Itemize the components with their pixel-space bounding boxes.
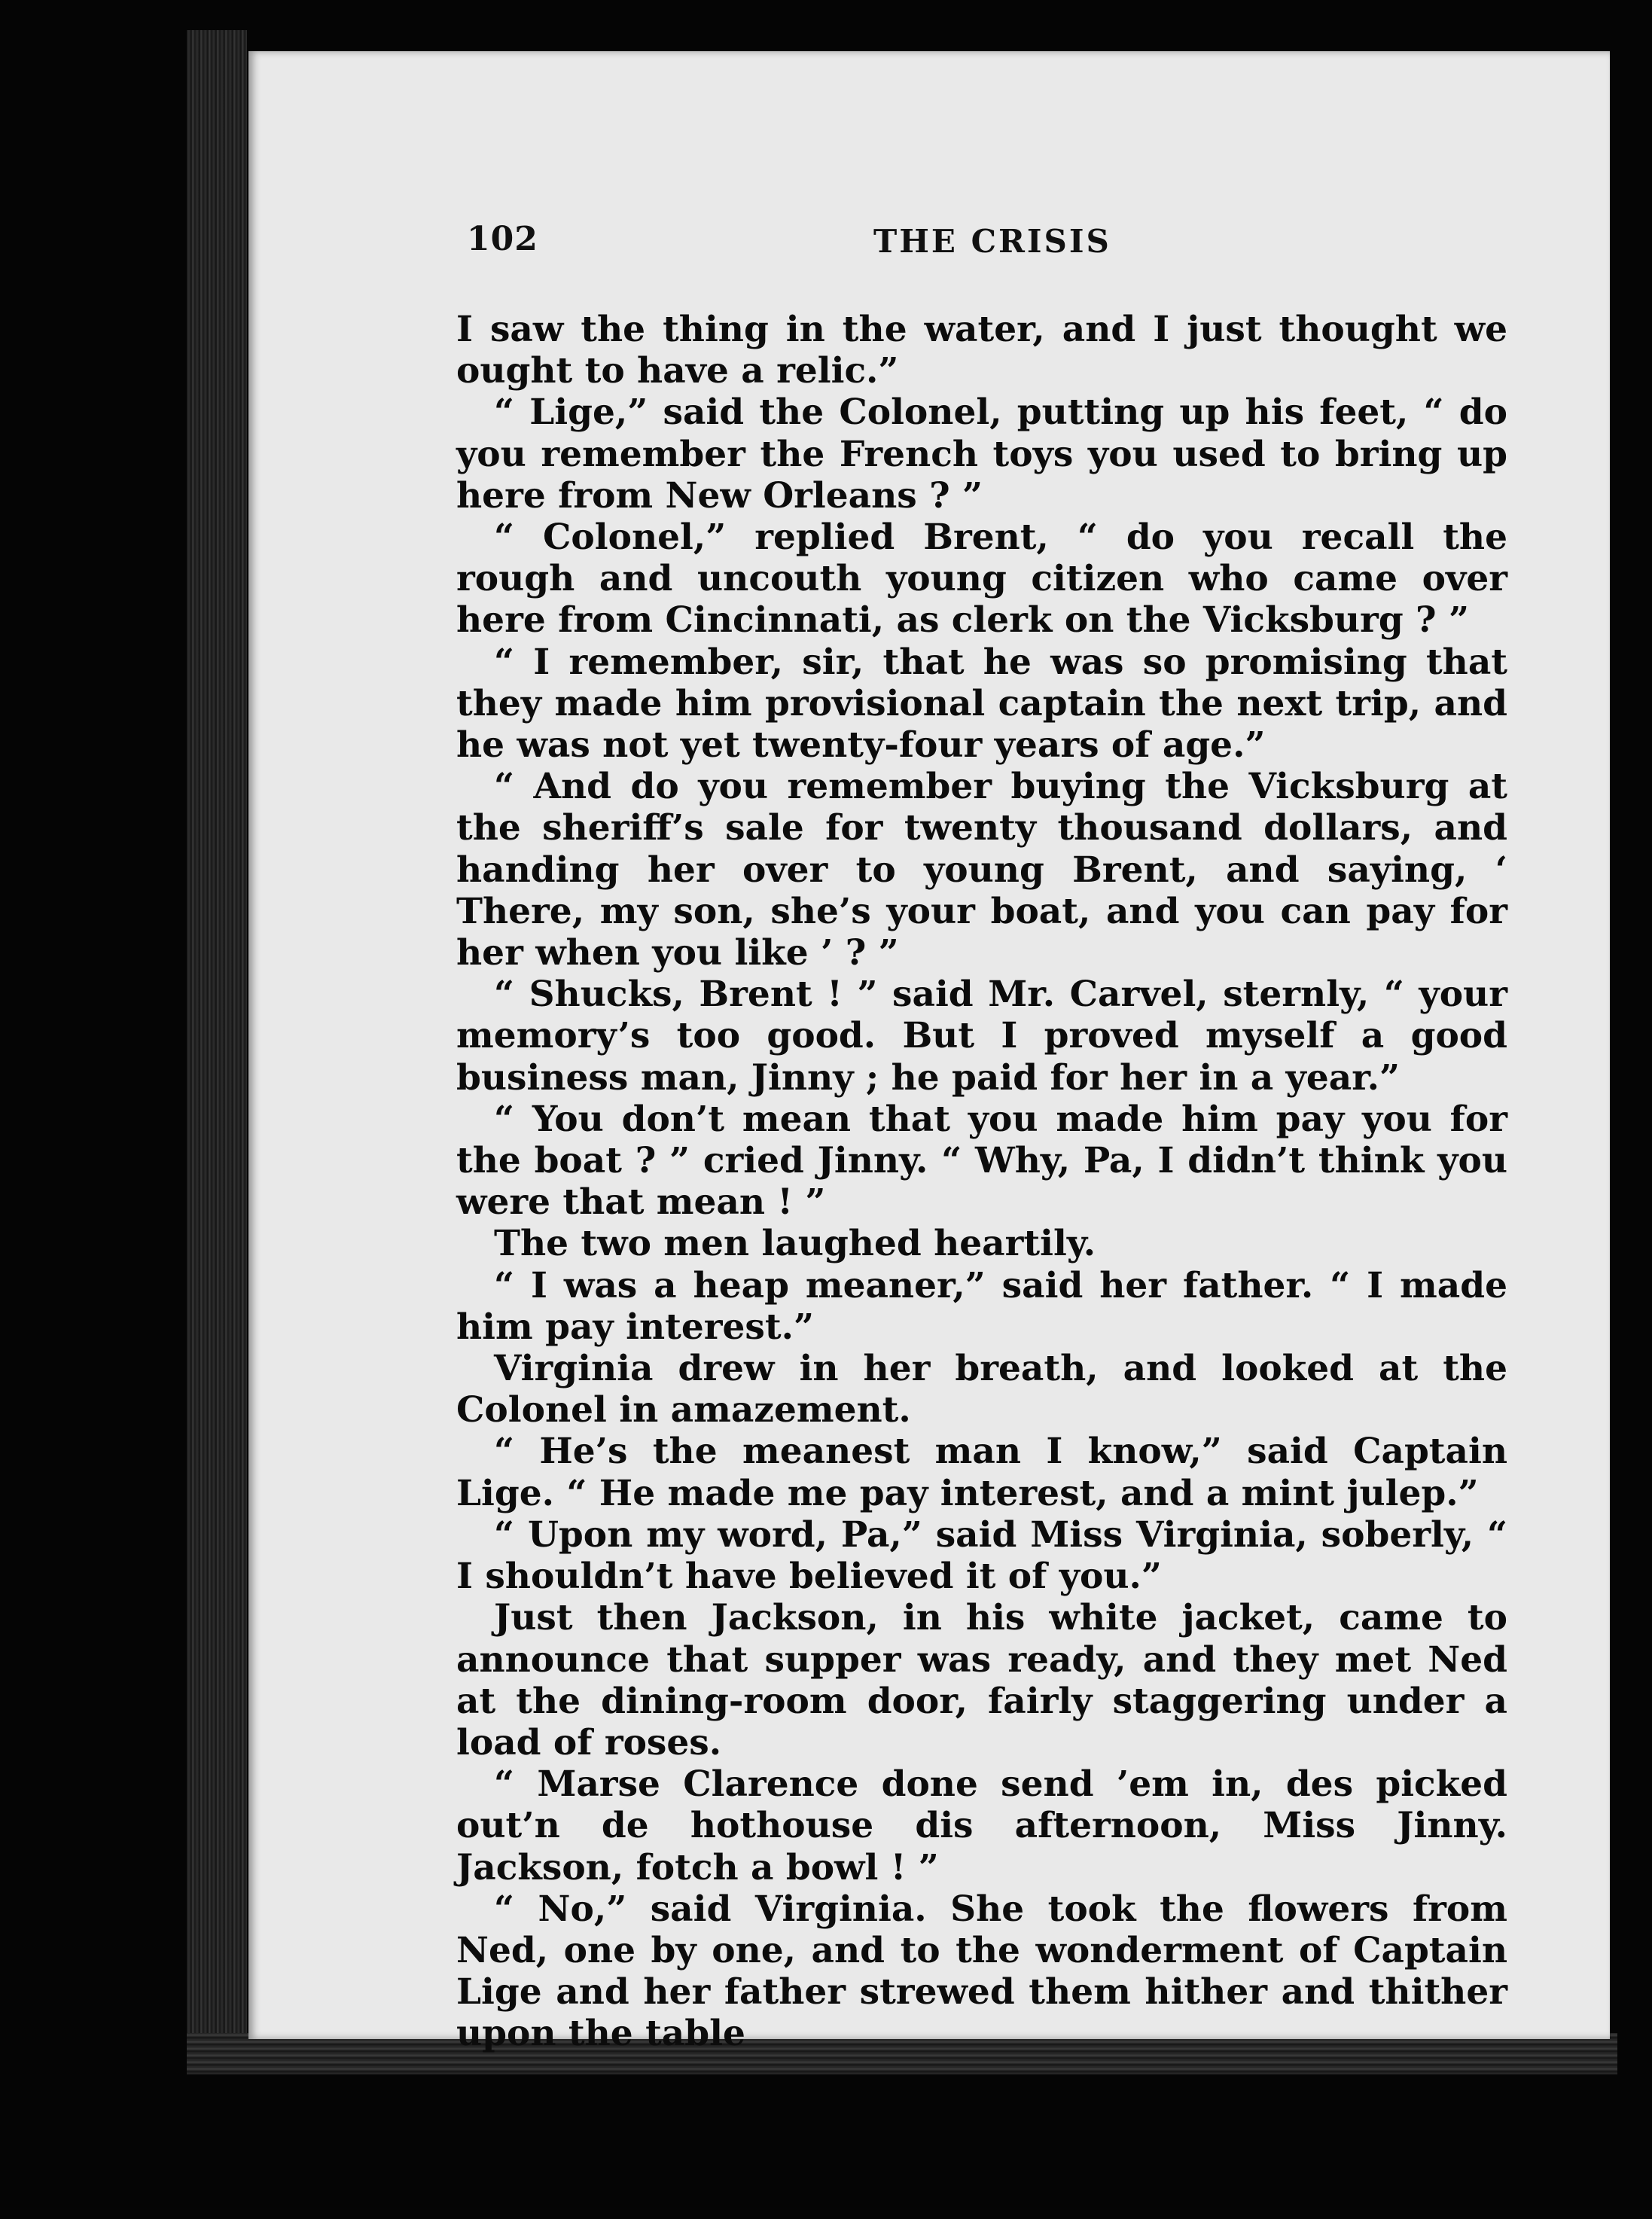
- paragraph: Virginia drew in her breath, and looked at the Colonel in amazement.: [456, 1348, 1507, 1431]
- paragraph: “ No,” said Virginia. She took the flowers from Ned, one by one, and to the wonderment of Captain Lige and her father strewed them hither and thither upon the table: [456, 1888, 1507, 2055]
- page-number: 102: [467, 220, 538, 258]
- paragraph: “ I was a heap meaner,” said her father. “ I made him pay interest.”: [456, 1264, 1507, 1348]
- paragraph: “ You don’t mean that you made him pay you for the boat ? ” cried Jinny. “ Why, Pa, I didn’t think you were that mean ! ”: [456, 1098, 1507, 1224]
- paragraph: “ Upon my word, Pa,” said Miss Virginia, soberly, “ I shouldn’t have believed it of you.”: [456, 1513, 1507, 1598]
- paragraph: Just then Jackson, in his white jacket, came to announce that supper was ready, and they met Ned at the dining-room door, fairly staggering under a load of roses.: [456, 1597, 1507, 1763]
- paragraph: The two men laughed heartily.: [494, 1223, 1096, 1265]
- body-text: [456, 309, 1507, 2055]
- book-page-edges: [187, 30, 247, 2063]
- paragraph: “ Marse Clarence done send ’em in, des picked out’n de hothouse dis afternoon, Miss Jinny. Jackson, fotch a bowl ! ”: [456, 1763, 1507, 1888]
- running-title: THE CRISIS: [873, 223, 1111, 260]
- paragraph: “ Lige,” said the Colonel, putting up his feet, “ do you remember the French toys you used to bring up here from New Orleans ? ”: [456, 392, 1507, 517]
- page-header: [467, 220, 1513, 268]
- paragraph: “ Shucks, Brent ! ” said Mr. Carvel, sternly, “ your memory’s too good. But I proved myself a good business man, Jinny ; he paid for her in a year.”: [456, 974, 1507, 1099]
- paragraph: “ And do you remember buying the Vicksburg at the sheriff’s sale for twenty thousand dollars, and handing her over to young Brent, and saying, ‘ There, my son, she’s your boat, and you can pay for her when you like ’ ? ”: [456, 766, 1507, 974]
- paragraph: “ Colonel,” replied Brent, “ do you recall the rough and uncouth young citizen who came over here from Cincinnati, as clerk on the Vicksburg ? ”: [456, 517, 1507, 642]
- paragraph: “ I remember, sir, that he was so promising that they made him provisional captain the next trip, and he was not yet twenty-four years of age.”: [456, 641, 1507, 767]
- paragraph: I saw the thing in the water, and I just thought we ought to have a relic.”: [456, 309, 1507, 392]
- paragraph: “ He’s the meanest man I know,” said Captain Lige. “ He made me pay interest, and a mint julep.”: [456, 1431, 1507, 1514]
